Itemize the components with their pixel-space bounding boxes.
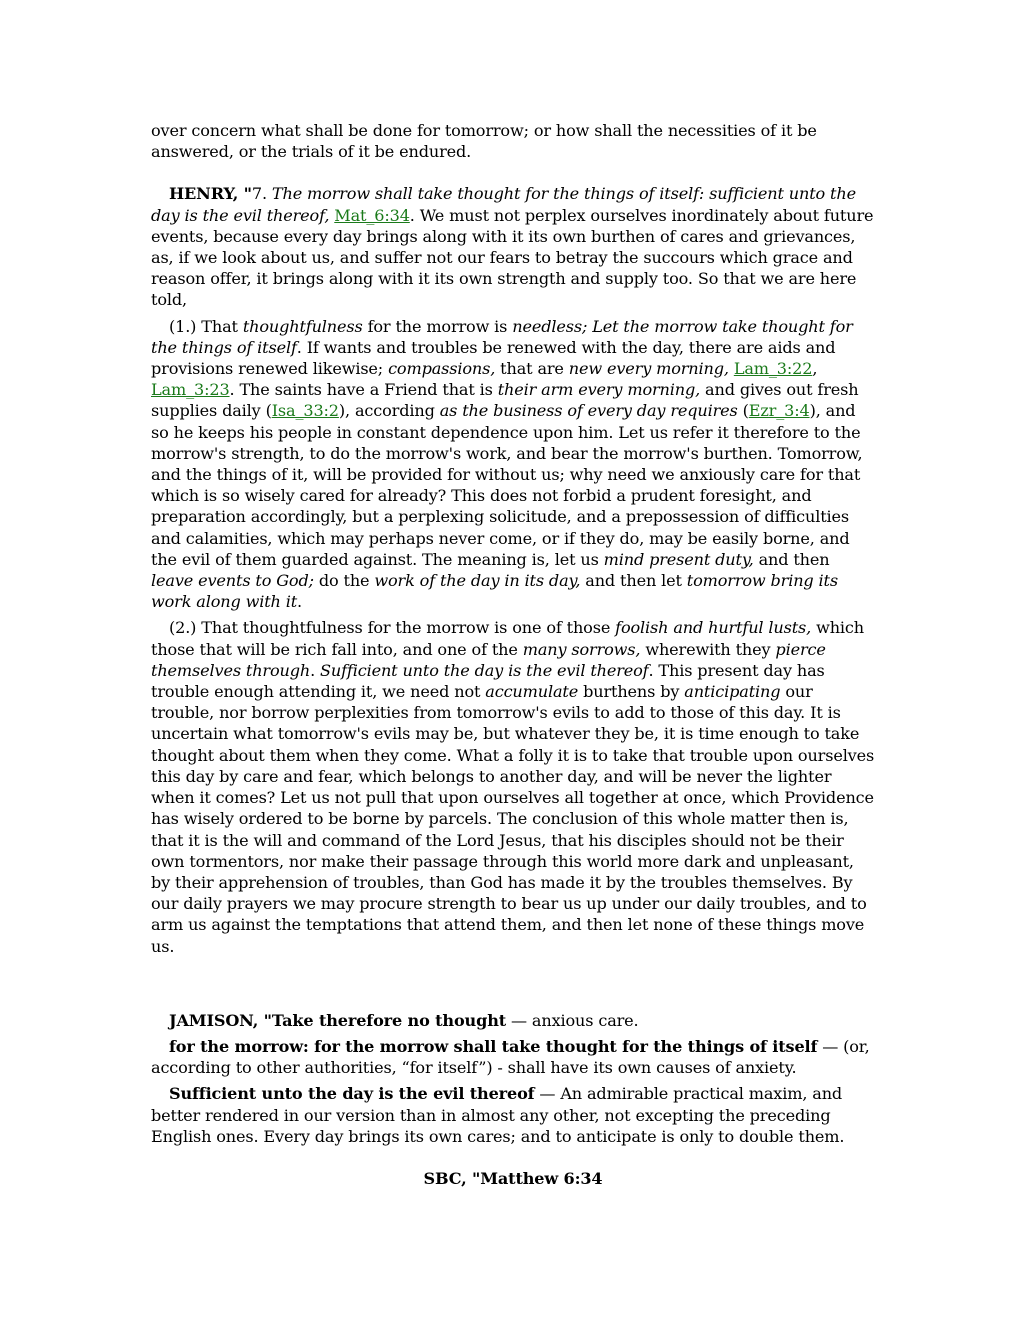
italic-span: foolish and hurtful lusts,: [615, 618, 812, 638]
text-span: ), according: [338, 401, 440, 421]
text-span: . The saints have a Friend that is: [229, 380, 498, 400]
text-span: . We must not perplex ourselves inordinately about future events, because every day brings along with it its own burthen of cares and grievances, as, if we look about us, and suffer not our fears to betray the succours which grace and reason offer, it brings along with it its own strength and supply too. So that we are here told,: [151, 205, 874, 310]
sbc-heading: [151, 1168, 875, 1189]
text-span: our trouble, nor borrow perplexities from tomorrow's evils to add to those of this day. It is uncertain what tomorrow's evils may be, but whatever they be, it is time enough to take thought about them when they come. What a folly it is to take that trouble upon ourselves this day by care and fear, which belongs to another day, and will be never the lighter when it comes? Let us not pull that upon ourselves all together at once, which Providence has wisely ordered to be borne by parcels. The conclusion of this whole matter then is, that it is the will and command of the Lord Jesus, that his disciples should not be their own tormentors, nor make their passage through this world more dark and unpleasant, by their apprehension of troubles, than God has made it by the troubles themselves. By our daily prayers we may procure strength to bear us up under our daily troubles, and to arm us against the temptations that attend them, and then let none of these things move us.: [151, 682, 875, 956]
text-span: and gives out fresh supplies daily (: [151, 380, 859, 421]
italic-span: mind present duty,: [603, 549, 754, 569]
text-span: ), and so he keeps his people in constant dependence upon him. Let us refer it therefore to the morrow's strength, to do the morrow's work, and bear the morrow's burthen. Tomorrow, and the things of it, will be provided for without us; why need we anxiously care for that which is so wisely cared for already? This does not forbid a prudent foresight, and preparation accordingly, but a perplexing solicitude, and a prepossession of difficulties and calamities, which may perhaps never come, or if they do, may be easily borne, and the evil of them guarded against. The meaning is, let us: [151, 401, 863, 569]
text-span: and then: [753, 549, 830, 569]
henry-label: HENRY, ": [169, 184, 252, 204]
italic-span: their arm every morning,: [497, 380, 701, 400]
paragraph-jamison-3: [151, 1083, 875, 1147]
paragraph-henry: [151, 183, 875, 310]
italic-span: many sorrows,: [522, 639, 641, 659]
bold-span: for the morrow: for the morrow shall take thought for the things of itself: [169, 1036, 818, 1056]
italic-span: work of the day in its day,: [374, 571, 581, 591]
bold-span: Sufficient unto the day is the evil thereof: [169, 1084, 535, 1104]
text-span: . If wants and troubles be renewed with the day, there are aids and provisions renewed likewise;: [151, 337, 836, 379]
text-span: (2.) That thoughtfulness for the morrow is one of those: [169, 618, 616, 638]
italic-span: anticipating: [684, 682, 781, 702]
italic-span: thoughtfulness: [242, 316, 363, 336]
text-span: 7.: [251, 184, 272, 204]
scripture-link-isa-33-2[interactable]: Isa_33:2: [271, 401, 339, 421]
intro-text: over concern what shall be done for tomorrow; or how shall the necessities of it be answered, or the trials of it be endured.: [151, 121, 817, 162]
paragraph-henry-point-1: [151, 316, 875, 613]
scripture-link-lam-3-22[interactable]: Lam_3:22: [733, 359, 813, 379]
text-span: do the: [313, 571, 375, 591]
text-span: ,: [812, 359, 818, 379]
document-page: [151, 120, 875, 1189]
italic-span: tomorrow bring its work along with it: [151, 571, 838, 612]
text-span: (: [737, 401, 749, 421]
text-span: — An admirable practical maxim, and better rendered in our version than in almost any other, not excepting the preceding English ones. Every day brings its own cares; and to anticipate is only to double them.: [151, 1084, 845, 1146]
bold-span: SBC, "Matthew 6:34: [423, 1168, 603, 1188]
text-span: .: [297, 592, 302, 612]
italic-span: needless; Let the morrow take thought for the things of itself: [151, 316, 853, 357]
italic-span: accumulate: [485, 682, 579, 702]
italic-span: The morrow shall take thought for the things of itself: sufficient unto the day is the evil thereof,: [151, 184, 856, 225]
text-span: for the morrow is: [362, 316, 513, 336]
text-span: wherewith they: [640, 639, 776, 659]
text-span: . This present day has trouble enough attending it, we need not: [151, 660, 825, 702]
italic-span: as the business of every day requires: [439, 401, 738, 421]
paragraph-henry-point-2: [151, 617, 875, 956]
scripture-link-mat-6-34[interactable]: Mat_6:34: [334, 205, 410, 225]
italic-span: leave events to God;: [151, 571, 314, 591]
paragraph-jamison-2: [151, 1036, 875, 1078]
italic-span: new every morning,: [568, 359, 729, 379]
italic-span: Sufficient unto the day is the evil thereof: [320, 660, 649, 680]
text-span: — (or, according to other authorities, “for itself”) - shall have its own causes of anxiety.: [151, 1036, 870, 1078]
italic-span: pierce themselves through: [151, 639, 826, 680]
text-span: (1.) That: [169, 316, 243, 336]
paragraph-intro: [151, 120, 875, 162]
text-span: that are: [495, 359, 569, 379]
text-span: which those that will be rich fall into, and one of the: [151, 618, 864, 659]
scripture-link-ezr-3-4[interactable]: Ezr_3:4: [748, 401, 810, 421]
text-span: .: [310, 660, 321, 680]
scripture-link-lam-3-23[interactable]: Lam_3:23: [151, 380, 230, 400]
text-span: and then let: [580, 571, 687, 591]
italic-span: compassions,: [388, 359, 496, 379]
paragraph-jamison: [151, 1010, 875, 1031]
text-span: burthens by: [578, 682, 685, 702]
jamison-label: JAMISON, "Take therefore no thought: [169, 1010, 507, 1030]
text-span: — anxious care.: [506, 1010, 639, 1030]
